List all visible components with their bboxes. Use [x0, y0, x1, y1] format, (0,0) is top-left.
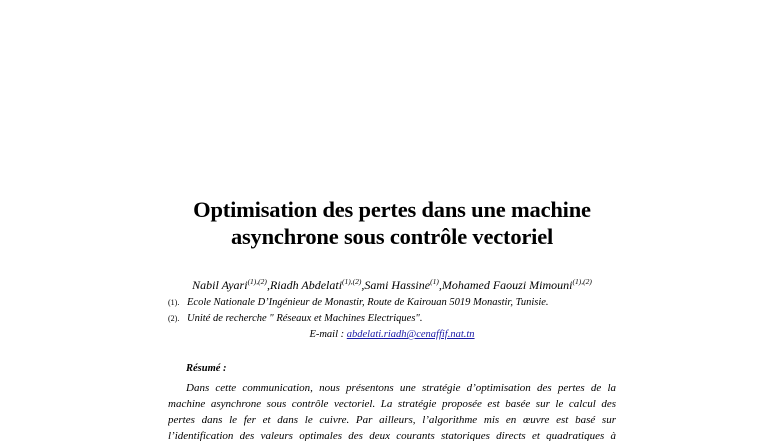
author-name: Riadh Abdelati	[269, 278, 343, 292]
author-affiliation-mark: (1),(2)	[572, 277, 592, 286]
affiliation-2	[168, 313, 422, 324]
abstract-heading: Résumé :	[186, 363, 227, 374]
author-list: Nabil Ayari$^{(1),(2)}$,Riadh Abdelati$^{(1),(2)}$,Sami Hassine$^{(1)}$,Mohamed Faouzi Mimouni$^{(1),(2)}$	[192, 277, 592, 292]
abstract-body	[168, 380, 616, 441]
author-affiliation-mark: (1)	[430, 277, 439, 286]
paper-title-line-1: Optimisation des pertes dans une machine	[193, 197, 591, 222]
author-affiliation-mark: (1),(2)	[342, 277, 362, 286]
affiliation-number: (2).	[168, 314, 180, 323]
abstract-line: Dans cette communication, nous présentons une stratégie d’optimisation des pertes de la	[186, 382, 616, 394]
abstract-line: l’identification des valeurs optimales des deux courants statoriques directs et quadratiques à	[168, 430, 616, 441]
email-link[interactable]: abdelati.riadh@cenaffif.nat.tn	[346, 329, 475, 340]
author-name: Mohamed Faouzi Mimouni	[441, 278, 573, 292]
contact-email	[0, 329, 784, 340]
affiliation-text: Unité de recherche " Réseaux et Machines Electriques".	[187, 313, 423, 324]
author-name: Sami Hassine	[364, 278, 431, 292]
abstract-line: machine asynchrone sous contrôle vectoriel. La stratégie proposée est basée sur le calcul des	[168, 398, 616, 410]
abstract-line: pertes dans le fer et dans le cuivre. Par ailleurs, l’algorithme mis en œuvre est basé sur	[168, 414, 616, 426]
email-label: E-mail :	[309, 329, 347, 340]
affiliation-1	[168, 297, 549, 308]
author-affiliation-mark: (1),(2)	[247, 277, 267, 286]
affiliation-text: Ecole Nationale D’Ingénieur de Monastir, Route de Kairouan 5019 Monastir, Tunisie.	[187, 297, 549, 308]
paper-title-line-2: asynchrone sous contrôle vectoriel	[230, 224, 554, 249]
affiliation-number: (1).	[168, 298, 180, 307]
author-name: Nabil Ayari	[192, 278, 248, 292]
